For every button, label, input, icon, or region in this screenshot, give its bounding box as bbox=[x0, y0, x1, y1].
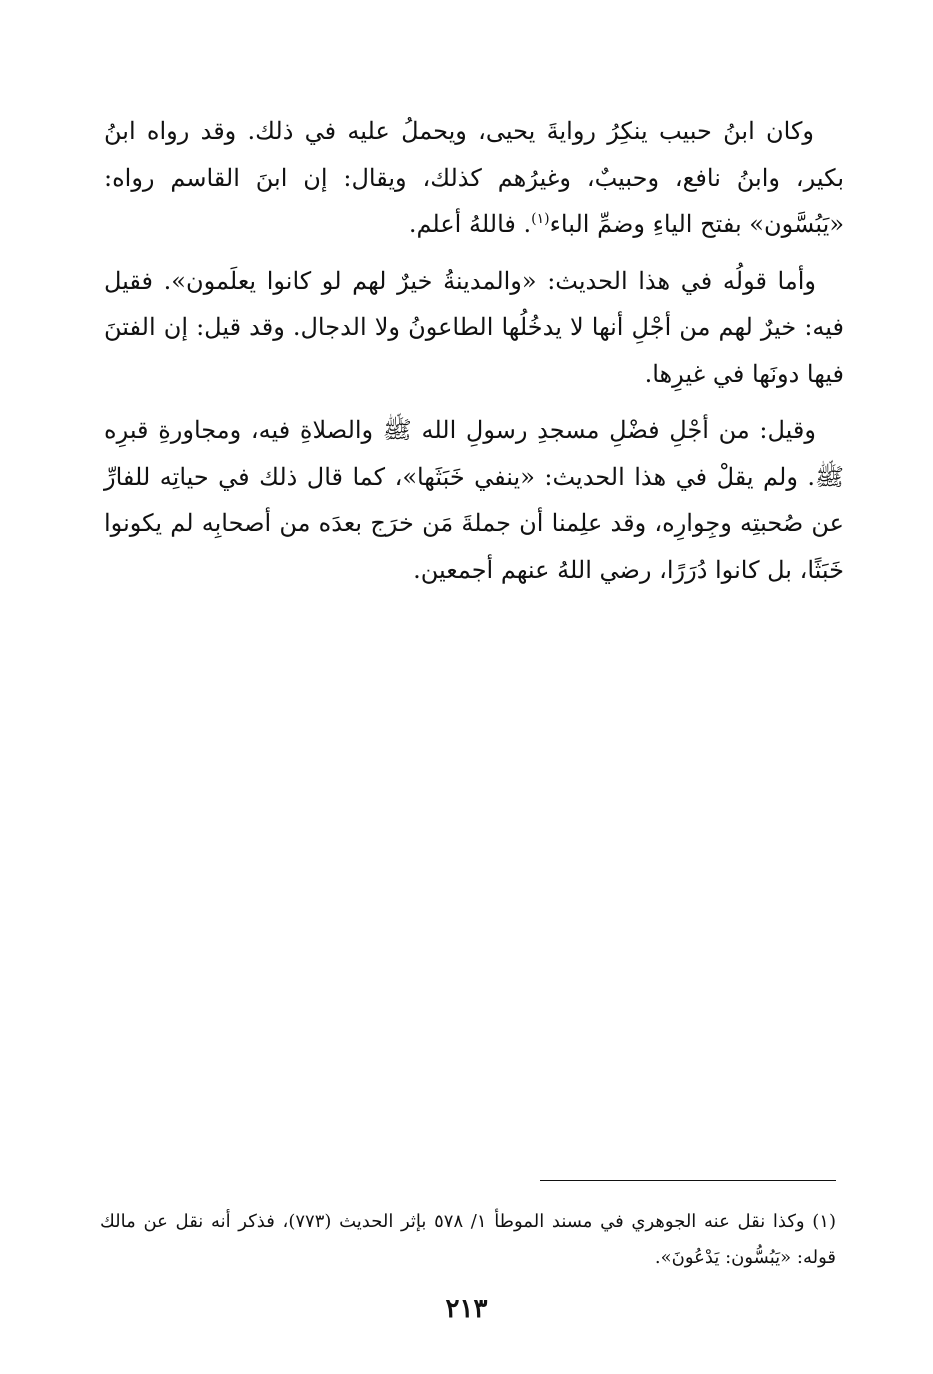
paragraph-3: وقيل: من أجْلِ فضْلِ مسجدِ رسولِ الله ﷺ والصلاةِ فيه، ومجاورةِ قبرِه ﷺ. ولم يقلْ في هذا الحديث: «ينفي خَبَثَها»، كما قال ذلك في حياتِه للفارِّ عن صُحبتِه وجِوارِه، وقد علِمنا أن جملةَ مَن خرَج بعدَه من أصحابِه لم يكونوا خَبَثًا، بل كانوا دُرَرًا، رضي اللهُ عنهم أجمعين. bbox=[104, 416, 844, 584]
paragraph-1-text: وكان ابنُ حبيب ينكِرُ روايةَ يحيى، ويحملُ عليه في ذلك. وقد رواه ابنُ بكير، وابنُ نافع، وحبيبٌ، وغيرُهم كذلك، ويقال: إن ابنَ القاسم رواه: «يَبُسَّون» بفتح الياءِ وضمِّ الباء bbox=[104, 117, 845, 238]
page-number: ٢١٣ bbox=[445, 1294, 488, 1324]
footnote: (١) وكذا نقل عنه الجوهري في مسند الموطأ ١/ ٥٧٨ بإثر الحديث (٧٧٣)، فذكر أنه نقل عن مالك قوله: «يَبُسُّون: يَدْعُونَ». bbox=[100, 1211, 836, 1268]
paragraph-1 bbox=[104, 108, 844, 248]
paragraph-1-text-end: . فاللهُ أعلم. bbox=[408, 210, 532, 238]
main-text bbox=[104, 108, 844, 603]
paragraph-2: وأما قولُه في هذا الحديث: «والمدينةُ خيرٌ لهم لو كانوا يعلَمون». فقيل فيه: خيرٌ لهم من أجْلِ أنها لا يدخُلُها الطاعونُ ولا الدجال. وقد قيل: إن الفتنَ فيها دونَها في غيرِها. bbox=[104, 266, 844, 388]
footnote-reference: (١) bbox=[531, 211, 550, 227]
footnote-divider bbox=[540, 1180, 836, 1181]
